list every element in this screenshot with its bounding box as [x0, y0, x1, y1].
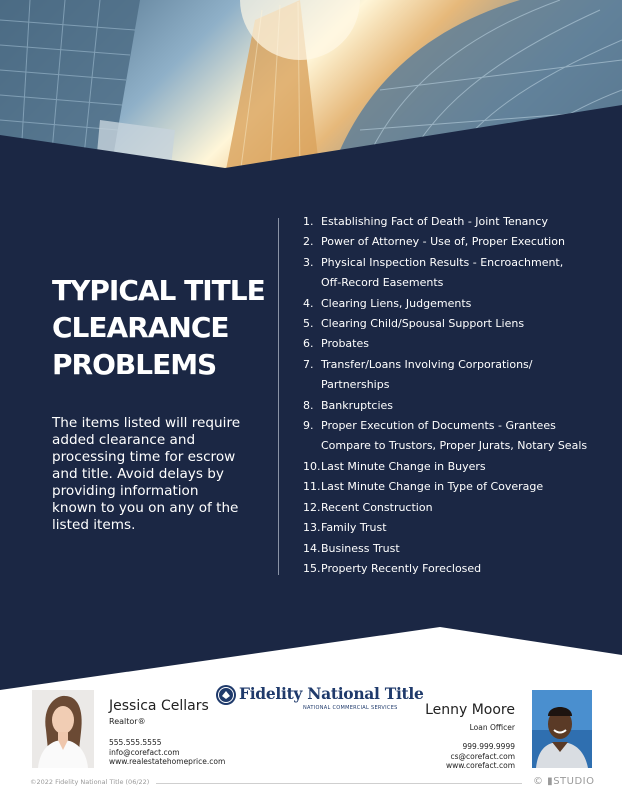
agent-left-phone: 555.555.5555 — [109, 738, 162, 747]
problem-item — [303, 253, 603, 294]
logo-subtitle: NATIONAL COMMERCIAL SERVICES — [303, 705, 398, 711]
agent-right-role: Loan Officer — [469, 723, 515, 732]
problem-number: 11. — [303, 480, 321, 494]
problem-item — [303, 212, 603, 232]
agent-left-role: Realtor® — [109, 717, 146, 726]
footer-line — [156, 783, 522, 784]
problem-item — [303, 559, 603, 579]
problem-item — [303, 477, 603, 497]
problem-number: 12. — [303, 500, 321, 514]
problem-number: 8. — [303, 398, 314, 412]
problem-number: 10. — [303, 459, 321, 473]
problem-text: Physical Inspection Results - Encroachment, Off-Record Easements — [321, 255, 564, 290]
page-title: TYPICAL TITLE CLEARANCE PROBLEMS — [52, 274, 265, 381]
problem-list — [303, 212, 603, 579]
problem-item — [303, 498, 603, 518]
studio-label: STUDIO — [553, 776, 595, 787]
agent-right-name: Lenny Moore — [425, 702, 515, 718]
problem-text: Transfer/Loans Involving Corporations/ Partnerships — [321, 357, 533, 392]
intro-paragraph: The items listed will require added clearance and processing time for escrow and title. Avoid delays by providing information known to you on any of the listed items. — [52, 415, 241, 533]
copyright-symbol-icon: © ▮ — [533, 776, 554, 787]
problem-item — [303, 355, 603, 396]
agent-right-phone: 999.999.9999 — [462, 742, 515, 751]
problem-item — [303, 396, 603, 416]
problem-number: 9. — [303, 419, 314, 433]
problem-item — [303, 539, 603, 559]
agent-left-email[interactable]: info@corefact.com — [109, 747, 180, 757]
problem-item — [303, 416, 603, 457]
problem-number: 14. — [303, 541, 321, 555]
problem-number: 3. — [303, 255, 314, 269]
problem-number: 13. — [303, 521, 321, 535]
problem-item — [303, 518, 603, 538]
problem-number: 15. — [303, 561, 321, 575]
company-logo — [215, 684, 424, 714]
problem-text: Property Recently Foreclosed — [321, 561, 482, 575]
problem-text: Establishing Fact of Death - Joint Tenancy — [321, 215, 548, 228]
problem-number: 1. — [303, 215, 314, 228]
problem-number: 4. — [303, 296, 314, 310]
problem-text: Bankruptcies — [321, 398, 394, 412]
problem-text: Probates — [321, 337, 369, 351]
copyright-text: ©2022 Fidelity National Title (06/22) — [30, 778, 150, 786]
problem-text: Last Minute Change in Buyers — [321, 459, 486, 473]
problem-item — [303, 457, 603, 477]
logo-name: Fidelity National Title — [239, 684, 424, 703]
eagle-seal-icon — [215, 684, 237, 706]
agent-right-contact — [446, 742, 515, 771]
problem-number: 5. — [303, 317, 314, 331]
problem-text: Family Trust — [321, 521, 387, 535]
problem-number: 2. — [303, 235, 314, 249]
agent-right-website[interactable]: www.corefact.com — [445, 761, 515, 770]
agent-left-photo — [32, 690, 94, 768]
agent-right-email[interactable]: cs@corefact.com — [450, 751, 515, 761]
problem-item — [303, 334, 603, 354]
problem-number: 7. — [303, 357, 314, 371]
problem-text: Proper Execution of Documents - Grantees Compare to Trustors, Proper Jurats, Notary Seals — [321, 419, 588, 453]
problem-number: 6. — [303, 337, 314, 351]
problem-text: Recent Construction — [321, 500, 433, 514]
problem-text: Power of Attorney - Use of, Proper Execution — [321, 235, 565, 249]
agent-left-name: Jessica Cellars — [109, 698, 209, 714]
problem-item — [303, 232, 603, 252]
problem-text: Clearing Child/Spousal Support Liens — [321, 317, 525, 331]
agent-right-photo — [532, 690, 592, 768]
problem-text: Business Trust — [321, 541, 400, 555]
agent-left-website[interactable]: www.realestatehomeprice.com — [109, 757, 226, 766]
problem-text: Clearing Liens, Judgements — [321, 296, 472, 310]
problem-item — [303, 294, 603, 314]
agent-left-contact — [109, 738, 225, 767]
problem-text: Last Minute Change in Type of Coverage — [321, 480, 544, 494]
problem-item — [303, 314, 603, 334]
vertical-divider — [278, 218, 279, 575]
studio-brand — [533, 776, 594, 787]
